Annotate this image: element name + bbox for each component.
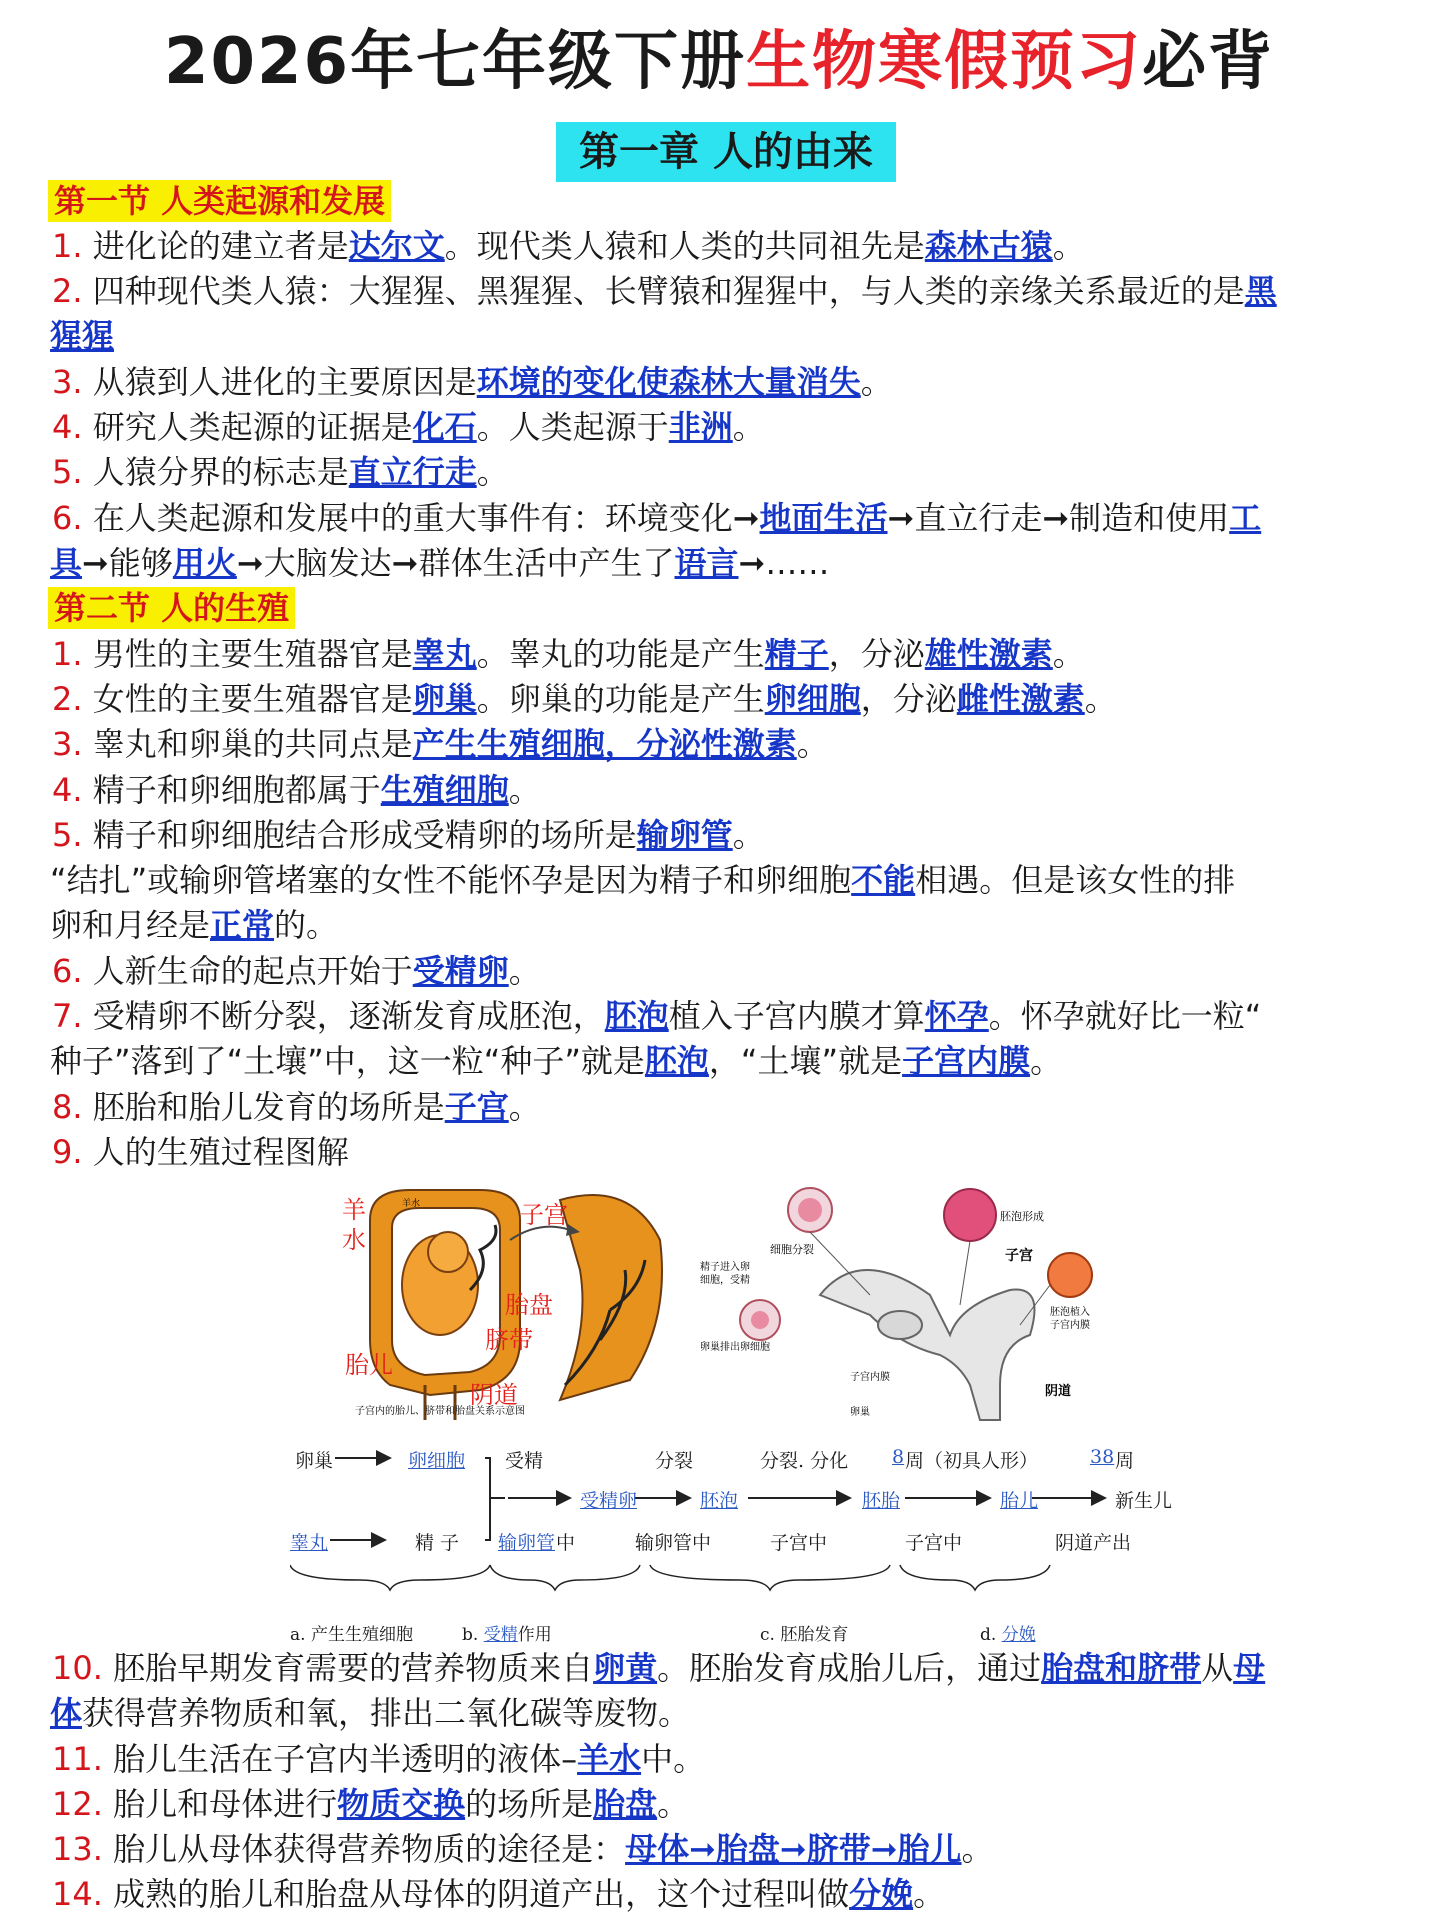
section-heading-1: 第一节 人类起源和发展: [48, 180, 391, 222]
answer: 物质交换: [337, 1785, 466, 1823]
label-fertilization: 细胞，受精: [700, 1275, 750, 1286]
list-item: [52, 677, 1392, 722]
answer: 非洲: [668, 408, 733, 446]
answer: 怀孕: [924, 997, 989, 1035]
answer: 体: [50, 1694, 83, 1732]
item-text: 男性的主要生殖器官是: [92, 635, 413, 673]
item-number: 3.: [52, 363, 83, 401]
item-number: 10.: [52, 1649, 103, 1687]
item-text: 。人类起源于: [476, 408, 669, 446]
answer: 黑: [1244, 272, 1277, 310]
item-text: 人猿分界的标志是: [92, 453, 349, 491]
item-number: 2.: [52, 272, 83, 310]
item-number: 7.: [52, 997, 83, 1035]
flow-sperm: 精 子: [415, 1532, 460, 1554]
list-item-continued: [50, 314, 1390, 359]
caption-b-term: 受精: [483, 1625, 518, 1645]
list-item: [52, 1827, 1392, 1872]
item-text: 。: [657, 1785, 690, 1823]
item-number: 6.: [52, 952, 83, 990]
flow-week-38-number: 38: [1090, 1446, 1115, 1468]
flow-division: 分裂: [655, 1450, 694, 1472]
item-text: 进化论的建立者是: [92, 227, 349, 265]
flow-in-uterus-2: 子宫中: [905, 1532, 963, 1554]
item-number: 2.: [52, 680, 83, 718]
list-item: [52, 360, 1392, 405]
item-text: 人的生殖过程图解: [92, 1133, 349, 1171]
item-text: 相遇。但是该女性的排: [915, 861, 1236, 899]
answer: 森林古猿: [924, 227, 1053, 265]
flow-week-38: 周: [1115, 1450, 1135, 1472]
item-text: 。现代类人猿和人类的共同祖先是: [444, 227, 925, 265]
item-text: 卵和月经是: [50, 906, 211, 944]
list-item: [52, 994, 1392, 1039]
item-text: 的。: [274, 906, 339, 944]
item-number: 14.: [52, 1875, 103, 1913]
item-text: 胎儿和母体进行: [113, 1785, 338, 1823]
answer: 工: [1229, 499, 1262, 537]
answer: 分娩: [849, 1875, 914, 1913]
item-text: 在人类起源和发展中的重大事件有：环境变化➞: [92, 499, 760, 537]
item-text: 植入子宫内膜才算: [668, 997, 925, 1035]
answer: 睾丸: [412, 635, 477, 673]
item-number: 4.: [52, 771, 83, 809]
label-endometrium: 子宫内膜: [850, 1372, 890, 1383]
flow-in-oviduct: 输卵管中: [635, 1532, 712, 1554]
list-item: [52, 1737, 1392, 1782]
label-implantation-1: 胚泡植入: [1050, 1307, 1090, 1318]
list-item: [52, 224, 1392, 269]
item-text: 。: [913, 1875, 946, 1913]
answer: 精子: [764, 635, 829, 673]
list-item: [52, 632, 1392, 677]
flow-caption-d: [980, 1620, 1036, 1645]
list-item-note: [50, 858, 1390, 903]
flow-in: 中: [556, 1532, 576, 1554]
flow-week-8: 周（初具人形）: [905, 1450, 1039, 1472]
answer: 不能: [851, 861, 916, 899]
label-vagina: 阴道: [470, 1381, 518, 1409]
list-item-continued: [50, 1691, 1390, 1736]
item-text: 。怀孕就好比一粒“: [988, 997, 1262, 1035]
answer: 子宫: [444, 1088, 509, 1126]
flow-newborn: 新生儿: [1115, 1490, 1173, 1512]
answer: 母体➞胎盘➞脐带➞胎儿: [625, 1830, 962, 1868]
item-text: 。: [1030, 1042, 1063, 1080]
answer: 卵巢: [412, 680, 477, 718]
flow-division-differentiation: 分裂. 分化: [760, 1450, 849, 1472]
answer: 环境的变化使森林大量消失: [476, 363, 861, 401]
item-number: 9.: [52, 1133, 83, 1171]
list-item: [52, 1646, 1392, 1691]
item-text: 。: [1052, 227, 1085, 265]
title-part3: 必背: [1142, 25, 1275, 99]
figure-label-small: 羊水: [402, 1199, 421, 1209]
item-number: 8.: [52, 1088, 83, 1126]
item-text: 成熟的胎儿和胎盘从母体的阴道产出，这个过程叫做: [113, 1875, 850, 1913]
item-text: ➞大脑发达➞群体生活中产生了: [236, 544, 675, 582]
answer: 雄性激素: [924, 635, 1053, 673]
title-part1: 2026年七年级下册: [163, 25, 747, 99]
answer: 直立行走: [348, 453, 477, 491]
caption-d-prefix: d.: [980, 1625, 1002, 1645]
item-text: 。: [961, 1830, 994, 1868]
flow-caption-a: a. 产生生殖细胞: [290, 1625, 413, 1645]
answer: 胚泡: [604, 997, 669, 1035]
item-text: 胎儿从母体获得营养物质的途径是：: [113, 1830, 626, 1868]
item-text: ➞能够: [82, 544, 173, 582]
answer: 胎盘和脐带: [1041, 1649, 1202, 1687]
list-item-continued: [50, 1039, 1390, 1084]
answer: 用火: [172, 544, 237, 582]
list-item: [52, 813, 1392, 858]
item-text: 。: [1084, 680, 1117, 718]
item-text: 从猿到人进化的主要原因是: [92, 363, 477, 401]
answer: 生殖细胞: [380, 771, 509, 809]
item-text: 。: [476, 453, 509, 491]
chapter-heading: 第一章 人的由来: [556, 122, 896, 182]
answer: 胎盘: [593, 1785, 658, 1823]
flow-zygote: 受精卵: [580, 1490, 638, 1512]
item-text: ➞……: [738, 544, 830, 582]
item-text: 。: [796, 725, 829, 763]
flow-ovary: 卵巢: [295, 1450, 334, 1472]
caption-b-prefix: b.: [462, 1625, 484, 1645]
list-item: [52, 405, 1392, 450]
answer: 输卵管: [636, 816, 733, 854]
answer: 卵黄: [593, 1649, 658, 1687]
item-number: 3.: [52, 725, 83, 763]
answer: 达尔文: [348, 227, 445, 265]
item-text: 种子”落到了“土壤”中，这一粒“种子”就是: [50, 1042, 645, 1080]
reproduction-flow-diagram: [290, 1440, 1190, 1655]
item-text: 胎儿生活在子宫内半透明的液体–: [113, 1740, 578, 1778]
list-item-continued: [50, 541, 1390, 586]
item-text: 四种现代类人猿：大猩猩、黑猩猩、长臂猿和猩猩中，与人类的亲缘关系最近的是: [92, 272, 1245, 310]
item-text: ，“土壤”就是: [708, 1042, 903, 1080]
item-number: 12.: [52, 1785, 103, 1823]
list-item: [52, 949, 1392, 994]
flow-in-uterus-1: 子宫中: [770, 1532, 828, 1554]
label-fetus: 胎儿: [345, 1351, 393, 1379]
item-number: 13.: [52, 1830, 103, 1868]
list-item: [52, 450, 1392, 495]
label-implantation-2: 子宫内膜: [1050, 1320, 1090, 1331]
list-item: [52, 1085, 1392, 1130]
item-text: “结扎”或输卵管堵塞的女性不能怀孕是因为精子和卵细胞: [50, 861, 852, 899]
item-text: 研究人类起源的证据是: [92, 408, 413, 446]
label-ovulation: 卵巢排出卵细胞: [700, 1342, 770, 1353]
answer: 猩猩: [50, 317, 115, 355]
label-blastocyst-forming: 胚泡形成: [1000, 1210, 1044, 1223]
label-amniotic-fluid: 羊 水: [342, 1196, 366, 1254]
label-sperm-enter: 精子进入卵: [700, 1262, 750, 1273]
item-text: 中。: [641, 1740, 706, 1778]
answer: 子宫内膜: [902, 1042, 1031, 1080]
answer: 羊水: [577, 1740, 642, 1778]
list-item: [52, 768, 1392, 813]
item-number: 5.: [52, 453, 83, 491]
answer: 雌性激素: [956, 680, 1085, 718]
item-number: 6.: [52, 499, 83, 537]
item-text: 。睾丸的功能是产生: [476, 635, 765, 673]
label-uterus: 子宫: [520, 1201, 568, 1229]
item-text: 胚胎和胎儿发育的场所是: [92, 1088, 445, 1126]
list-item: [52, 1130, 1392, 1175]
label-cell-division: 细胞分裂: [770, 1243, 814, 1256]
item-text: ，分泌: [828, 635, 925, 673]
item-text: 。: [508, 1088, 541, 1126]
reproductive-tract-illustration: [700, 1185, 1100, 1425]
item-text: ，分泌: [860, 680, 957, 718]
item-text: 的场所是: [465, 1785, 594, 1823]
section-heading-2: 第二节 人的生殖: [48, 587, 295, 629]
flow-caption-b: [462, 1620, 552, 1645]
item-text: ➞直立行走➞制造和使用: [887, 499, 1230, 537]
label-vagina-right: 阴道: [1045, 1384, 1072, 1399]
item-text: 。: [732, 408, 765, 446]
item-text: 。: [508, 952, 541, 990]
answer: 产生生殖细胞，分泌性激素: [412, 725, 797, 763]
flow-oviduct: 输卵管: [498, 1532, 556, 1554]
list-item: [52, 1872, 1392, 1917]
item-number: 11.: [52, 1740, 103, 1778]
answer: 语言: [674, 544, 739, 582]
list-item: [52, 722, 1392, 767]
flow-week-8-number: 8: [892, 1446, 905, 1468]
item-text: 。: [732, 816, 765, 854]
flow-blastocyst: 胚泡: [700, 1490, 739, 1512]
label-umbilical-cord: 脐带: [485, 1326, 533, 1354]
item-text: 精子和卵细胞结合形成受精卵的场所是: [92, 816, 637, 854]
list-item: [52, 496, 1392, 541]
label-placenta: 胎盘: [505, 1291, 553, 1319]
answer: 化石: [412, 408, 477, 446]
page-title: [0, 14, 1438, 110]
list-item: [52, 269, 1392, 314]
title-highlight: 生物寒假预习: [746, 25, 1143, 99]
item-text: 睾丸和卵巢的共同点是: [92, 725, 413, 763]
list-item: [52, 1782, 1392, 1827]
answer: 地面生活: [759, 499, 888, 537]
answer: 胚泡: [644, 1042, 709, 1080]
item-text: 胚胎早期发育需要的营养物质来自: [113, 1649, 594, 1687]
item-text: 从: [1201, 1649, 1234, 1687]
item-text: 。胚胎发育成胎儿后，通过: [657, 1649, 1042, 1687]
item-text: 。: [860, 363, 893, 401]
list-item-continued: [50, 903, 1390, 948]
item-text: 女性的主要生殖器官是: [92, 680, 413, 718]
caption-d-term: 分娩: [1001, 1625, 1036, 1645]
item-text: 。: [508, 771, 541, 809]
label-uterus-right: 子宫: [1005, 1248, 1033, 1264]
caption-b-suffix: 作用: [517, 1625, 552, 1645]
label-ovary: 卵巢: [850, 1407, 870, 1418]
item-number: 5.: [52, 816, 83, 854]
item-text: 。卵巢的功能是产生: [476, 680, 765, 718]
flow-embryo: 胚胎: [862, 1490, 901, 1512]
item-number: 1.: [52, 635, 83, 673]
item-text: 。: [1052, 635, 1085, 673]
item-text: 精子和卵细胞都属于: [92, 771, 381, 809]
answer: 受精卵: [412, 952, 509, 990]
figure-caption: 子宫内的胎儿、脐带和胎盘关系示意图: [355, 1406, 525, 1417]
answer: 母: [1233, 1649, 1266, 1687]
item-number: 1.: [52, 227, 83, 265]
item-number: 4.: [52, 408, 83, 446]
flow-egg-cell: 卵细胞: [408, 1450, 466, 1472]
flow-vagina-birth: 阴道产出: [1055, 1532, 1132, 1554]
item-text: 人新生命的起点开始于: [92, 952, 413, 990]
answer: 正常: [210, 906, 275, 944]
flow-fetus: 胎儿: [1000, 1490, 1039, 1512]
answer: 具: [50, 544, 83, 582]
flow-testis: 睾丸: [290, 1532, 329, 1554]
item-text: 获得营养物质和氧，排出二氧化碳等废物。: [82, 1694, 691, 1732]
answer: 卵细胞: [764, 680, 861, 718]
item-text: 受精卵不断分裂，逐渐发育成胚泡，: [92, 997, 605, 1035]
flow-fertilization: 受精: [505, 1450, 544, 1472]
flow-caption-c: c. 胚胎发育: [760, 1625, 849, 1645]
